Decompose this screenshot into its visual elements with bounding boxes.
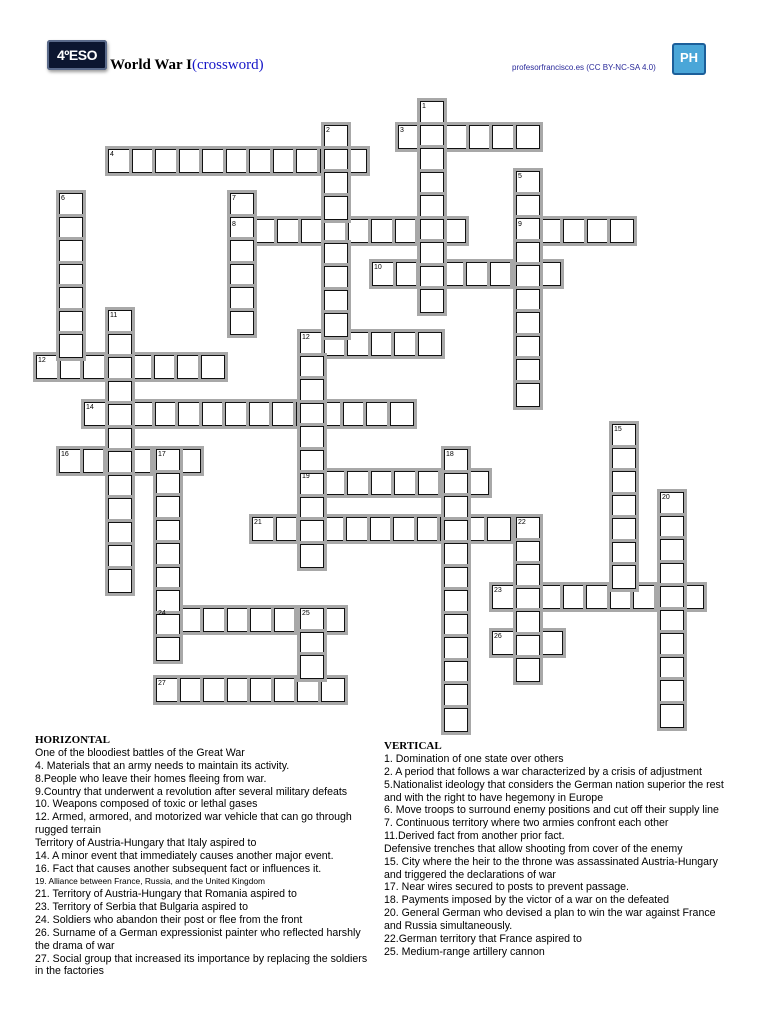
grid-cell[interactable] xyxy=(130,355,154,379)
grid-cell[interactable] xyxy=(155,402,179,426)
grid-cell[interactable] xyxy=(444,614,468,638)
grid-cell[interactable] xyxy=(563,585,587,609)
clue-number-across: 27 xyxy=(158,680,166,687)
grid-cell[interactable] xyxy=(324,290,348,314)
clue-across: 24. Soldiers who abandon their post or flee from the front xyxy=(35,913,303,926)
grid-cell[interactable] xyxy=(230,240,254,264)
grid-cell[interactable] xyxy=(516,312,540,336)
grid-cell[interactable] xyxy=(108,545,132,569)
grid-cell[interactable] xyxy=(108,522,132,546)
grid-cell[interactable] xyxy=(108,381,132,405)
grid-cell[interactable] xyxy=(633,585,657,609)
clue-number-across: 24 xyxy=(158,610,166,617)
grid-cell[interactable] xyxy=(444,590,468,614)
grid-cell[interactable] xyxy=(156,473,180,497)
grid-cell[interactable] xyxy=(612,471,636,495)
grid-cell[interactable] xyxy=(300,632,324,656)
clue-down: 11.Derived fact from another prior fact. xyxy=(384,830,565,843)
grid-cell[interactable] xyxy=(442,219,466,243)
grid-cell[interactable] xyxy=(420,125,444,149)
grid-cell[interactable] xyxy=(516,541,540,565)
grid-cell[interactable] xyxy=(420,266,444,290)
grid-cell[interactable] xyxy=(420,242,444,266)
grid-cell[interactable] xyxy=(417,517,441,541)
grid-cell[interactable] xyxy=(487,517,511,541)
grid-cell[interactable] xyxy=(300,520,324,544)
grid-cell[interactable] xyxy=(156,614,180,638)
grid-cell[interactable] xyxy=(348,219,372,243)
clue-down: 5.Nationalist ideology that considers the German nation superior the rest and with the right to have hegemony in Europe xyxy=(384,778,724,804)
grid-cell[interactable] xyxy=(612,565,636,589)
grid-cell[interactable] xyxy=(443,262,467,286)
clue-across: 4. Materials that an army needs to maintain its activity. xyxy=(35,759,290,772)
clue-number-across: 16 xyxy=(61,451,69,458)
grid-cell[interactable] xyxy=(395,219,419,243)
grid-cell[interactable] xyxy=(272,402,296,426)
grid-cell[interactable] xyxy=(59,334,83,358)
grid-cell[interactable] xyxy=(300,379,324,403)
grid-cell[interactable] xyxy=(180,608,204,632)
grid-cell[interactable] xyxy=(276,517,300,541)
grid-cell[interactable] xyxy=(371,471,395,495)
grid-cell[interactable] xyxy=(444,496,468,520)
grid-cell[interactable] xyxy=(324,313,348,337)
grid-cell[interactable] xyxy=(394,471,418,495)
grid-cell[interactable] xyxy=(156,567,180,591)
grid-cell[interactable] xyxy=(516,242,540,266)
clue-number-across: 3 xyxy=(400,127,404,134)
grid-cell[interactable] xyxy=(420,219,444,243)
grid-cell[interactable] xyxy=(324,149,348,173)
grid-cell[interactable] xyxy=(586,585,610,609)
grid-cell[interactable] xyxy=(321,678,345,702)
clue-number-down: 2 xyxy=(326,127,330,134)
grid-cell[interactable] xyxy=(59,311,83,335)
grid-cell[interactable] xyxy=(254,219,278,243)
clue-down: 20. General German who devised a plan to win the war against France and Russia simultaneously. xyxy=(384,907,716,932)
grid-cell[interactable] xyxy=(323,517,347,541)
clue-down: Defensive trenches that allow shooting from cover of the enemy xyxy=(384,842,683,855)
site-credit[interactable]: profesorfrancisco.es (CC BY-NC-SA 4.0) xyxy=(512,63,656,72)
clue-number-down: 6 xyxy=(61,195,65,202)
grid-cell[interactable] xyxy=(444,661,468,685)
grid-cell[interactable] xyxy=(469,125,493,149)
grid-cell[interactable] xyxy=(230,311,254,335)
grid-cell[interactable] xyxy=(273,149,297,173)
grid-cell[interactable] xyxy=(516,289,540,313)
grid-cell[interactable] xyxy=(177,355,201,379)
grid-cell[interactable] xyxy=(660,610,684,634)
grid-cell[interactable] xyxy=(444,684,468,708)
clue-down: 22.German territory that France aspired to xyxy=(384,932,582,945)
clue-number-across: 10 xyxy=(374,264,382,271)
grid-cell[interactable] xyxy=(612,448,636,472)
grid-cell[interactable] xyxy=(516,265,540,289)
grid-cell[interactable] xyxy=(301,219,325,243)
grid-cell[interactable] xyxy=(203,678,227,702)
grid-cell[interactable] xyxy=(612,542,636,566)
grid-cell[interactable] xyxy=(60,355,84,379)
clue-number-down: 20 xyxy=(662,494,670,501)
clue-across: 19. Alliance between France, Russia, and the United Kingdom xyxy=(35,876,265,887)
grid-cell[interactable] xyxy=(249,149,273,173)
grid-cell[interactable] xyxy=(587,219,611,243)
ph-logo: PH xyxy=(672,43,706,75)
grid-cell[interactable] xyxy=(516,383,540,407)
grid-cell[interactable] xyxy=(324,266,348,290)
grid-cell[interactable] xyxy=(59,264,83,288)
grid-cell[interactable] xyxy=(418,471,442,495)
grid-cell[interactable] xyxy=(539,631,563,655)
clue-down: 18. Payments imposed by the victor of a war on the defeated xyxy=(384,894,670,907)
grid-cell[interactable] xyxy=(250,678,274,702)
grid-cell[interactable] xyxy=(230,264,254,288)
grid-cell[interactable] xyxy=(516,125,540,149)
grid-cell[interactable] xyxy=(201,355,225,379)
grid-cell[interactable] xyxy=(444,637,468,661)
grid-cell[interactable] xyxy=(537,262,561,286)
clue-number-across: 19 xyxy=(302,473,310,480)
grid-cell[interactable] xyxy=(346,517,370,541)
clue-across: 9.Country that underwent a revolution after several military defeats xyxy=(35,785,348,798)
grid-cell[interactable] xyxy=(516,611,540,635)
clue-down: 6. Move troops to surround enemy positions and cut off their supply line xyxy=(384,804,719,817)
grid-cell[interactable] xyxy=(321,608,345,632)
grid-cell[interactable] xyxy=(539,585,563,609)
grid-cell[interactable] xyxy=(444,543,468,567)
grid-cell[interactable] xyxy=(108,357,132,381)
clue-number-across: 9 xyxy=(518,221,522,228)
vertical-heading: VERTICAL xyxy=(384,740,442,752)
clue-number-across: 12 xyxy=(38,357,46,364)
clue-number-down: 11 xyxy=(110,312,118,319)
grid-cell[interactable] xyxy=(420,195,444,219)
clue-number-down: 25 xyxy=(302,610,310,617)
grid-cell[interactable] xyxy=(227,608,251,632)
grid-cell[interactable] xyxy=(277,219,301,243)
grid-cell[interactable] xyxy=(516,658,540,682)
clue-number-across: 14 xyxy=(86,404,94,411)
grid-cell[interactable] xyxy=(59,240,83,264)
grid-cell[interactable] xyxy=(444,473,468,497)
grid-cell[interactable] xyxy=(108,475,132,499)
grid-cell[interactable] xyxy=(490,262,514,286)
grid-cell[interactable] xyxy=(300,544,324,568)
grid-cell[interactable] xyxy=(324,219,348,243)
grid-cell[interactable] xyxy=(371,332,395,356)
grid-cell[interactable] xyxy=(226,149,250,173)
grid-cell[interactable] xyxy=(660,516,684,540)
grid-cell[interactable] xyxy=(230,287,254,311)
grid-cell[interactable] xyxy=(660,680,684,704)
grid-cell[interactable] xyxy=(516,635,540,659)
grid-cell[interactable] xyxy=(612,518,636,542)
grid-cell[interactable] xyxy=(225,402,249,426)
clue-down: 7. Continuous territory where two armies confront each other xyxy=(384,817,669,830)
grid-cell[interactable] xyxy=(660,563,684,587)
grid-cell[interactable] xyxy=(202,402,226,426)
clue-down: 1. Domination of one state over others xyxy=(384,753,564,765)
grid-cell[interactable] xyxy=(249,402,273,426)
grid-cell[interactable] xyxy=(393,517,417,541)
grid-cell[interactable] xyxy=(516,336,540,360)
clue-number-down: 7 xyxy=(232,195,236,202)
grid-cell[interactable] xyxy=(492,125,516,149)
clue-across: 8.People who leave their homes fleeing from war. xyxy=(35,772,267,785)
grid-cell[interactable] xyxy=(156,496,180,520)
grid-cell[interactable] xyxy=(324,196,348,220)
grid-cell[interactable] xyxy=(156,520,180,544)
grid-cell[interactable] xyxy=(130,449,154,473)
grid-cell[interactable] xyxy=(155,149,179,173)
clue-number-across: 4 xyxy=(110,151,114,158)
grid-cell[interactable] xyxy=(660,633,684,657)
title-text: World War I xyxy=(110,57,192,73)
grid-cell[interactable] xyxy=(108,451,132,475)
grid-cell[interactable] xyxy=(300,356,324,380)
grid-cell[interactable] xyxy=(516,195,540,219)
grid-cell[interactable] xyxy=(612,495,636,519)
grid-cell[interactable] xyxy=(420,148,444,172)
grid-cell[interactable] xyxy=(420,289,444,313)
grid-cell[interactable] xyxy=(274,608,298,632)
clue-number-across: 26 xyxy=(494,633,502,640)
crossword-link[interactable]: (crossword) xyxy=(191,57,264,73)
grid-cell[interactable] xyxy=(83,355,107,379)
grid-cell[interactable] xyxy=(83,449,107,473)
grid-cell[interactable] xyxy=(203,608,227,632)
grid-cell[interactable] xyxy=(156,543,180,567)
grid-cell[interactable] xyxy=(59,217,83,241)
clues-horizontal xyxy=(35,734,370,978)
clue-down: 15. City where the heir to the throne was assassinated Austria-Hungary and triggered the declarations of war xyxy=(384,855,718,881)
grid-cell[interactable] xyxy=(131,402,155,426)
grid-cell[interactable] xyxy=(563,219,587,243)
grid-cell[interactable] xyxy=(371,219,395,243)
clue-number-across: 12 xyxy=(302,334,310,341)
grid-cell[interactable] xyxy=(516,588,540,612)
grid-cell[interactable] xyxy=(180,678,204,702)
grid-cell[interactable] xyxy=(370,517,394,541)
grid-cell[interactable] xyxy=(445,125,469,149)
course-badge: 4ºESO xyxy=(47,40,107,70)
grid-cell[interactable] xyxy=(420,172,444,196)
grid-cell[interactable] xyxy=(660,657,684,681)
clue-number-down: 18 xyxy=(446,451,454,458)
clue-number-down: 5 xyxy=(518,173,522,180)
grid-cell[interactable] xyxy=(396,262,420,286)
grid-cell[interactable] xyxy=(177,449,201,473)
clue-number-down: 17 xyxy=(158,451,166,458)
clue-across: 16. Fact that causes another subsequent fact or influences it. xyxy=(35,862,322,875)
grid-cell[interactable] xyxy=(300,655,324,679)
grid-cell[interactable] xyxy=(300,450,324,474)
clue-across: 10. Weapons composed of toxic or lethal gases xyxy=(35,798,258,811)
clue-down: 17. Near wires secured to posts to prevent passage. xyxy=(384,881,629,894)
clue-across: 27. Social group that increased its importance by replacing the soldiers in the factories xyxy=(35,952,368,978)
grid-cell[interactable] xyxy=(300,497,324,521)
grid-cell[interactable] xyxy=(154,355,178,379)
grid-cell[interactable] xyxy=(660,704,684,728)
grid-cell[interactable] xyxy=(324,243,348,267)
grid-cell[interactable] xyxy=(202,149,226,173)
clue-number-down: 15 xyxy=(614,426,622,433)
grid-cell[interactable] xyxy=(59,287,83,311)
grid-cell[interactable] xyxy=(610,219,634,243)
clue-across: 14. A minor event that immediately causes another major event. xyxy=(35,849,334,862)
grid-cell[interactable] xyxy=(444,520,468,544)
grid-cell[interactable] xyxy=(516,359,540,383)
grid-cell[interactable] xyxy=(465,471,489,495)
grid-cell[interactable] xyxy=(156,637,180,661)
grid-cell[interactable] xyxy=(324,471,348,495)
grid-cell[interactable] xyxy=(516,564,540,588)
grid-cell[interactable] xyxy=(297,678,321,702)
grid-cell[interactable] xyxy=(540,219,564,243)
grid-cell[interactable] xyxy=(300,426,324,450)
grid-cell[interactable] xyxy=(390,402,414,426)
grid-cell[interactable] xyxy=(108,334,132,358)
grid-cell[interactable] xyxy=(108,404,132,428)
grid-cell[interactable] xyxy=(444,567,468,591)
clue-across: 23. Territory of Serbia that Bulgaria aspired to xyxy=(35,901,248,914)
grid-cell[interactable] xyxy=(660,586,684,610)
grid-cell[interactable] xyxy=(132,149,156,173)
clue-across: 21. Territory of Austria-Hungary that Romania aspired to xyxy=(35,888,297,901)
grid-cell[interactable] xyxy=(324,172,348,196)
grid-cell[interactable] xyxy=(466,262,490,286)
clues-vertical xyxy=(384,740,724,959)
grid-cell[interactable] xyxy=(108,498,132,522)
grid-cell[interactable] xyxy=(108,428,132,452)
grid-cell[interactable] xyxy=(418,332,442,356)
clue-number-across: 8 xyxy=(232,221,236,228)
grid-cell[interactable] xyxy=(300,403,324,427)
clue-across: One of the bloodiest battles of the Great War xyxy=(35,747,245,759)
clue-across: 12. Armed, armored, and motorized war vehicle that can go through rugged terrain xyxy=(35,811,352,837)
clue-across: Territory of Austria-Hungary that Italy aspired to xyxy=(35,836,257,849)
grid-cell[interactable] xyxy=(343,402,367,426)
grid-cell[interactable] xyxy=(296,149,320,173)
grid-cell[interactable] xyxy=(274,678,298,702)
grid-cell[interactable] xyxy=(366,402,390,426)
horizontal-heading: HORIZONTAL xyxy=(35,734,110,746)
grid-cell[interactable] xyxy=(108,569,132,593)
clue-across: 26. Surname of a German expressionist painter who reflected harshly the drama of war xyxy=(35,926,361,952)
grid-cell[interactable] xyxy=(347,471,371,495)
grid-cell[interactable] xyxy=(444,708,468,732)
grid-cell[interactable] xyxy=(347,332,371,356)
grid-cell[interactable] xyxy=(250,608,274,632)
grid-cell[interactable] xyxy=(394,332,418,356)
grid-cell[interactable] xyxy=(179,149,203,173)
clue-number-across: 23 xyxy=(494,587,502,594)
grid-cell[interactable] xyxy=(227,678,251,702)
grid-cell[interactable] xyxy=(660,539,684,563)
clue-number-down: 1 xyxy=(422,103,426,110)
clue-number-down: 22 xyxy=(518,519,526,526)
grid-cell[interactable] xyxy=(178,402,202,426)
clue-down: 25. Medium-range artillery cannon xyxy=(384,945,545,958)
clue-number-across: 21 xyxy=(254,519,262,526)
clue-down: 2. A period that follows a war characterized by a crisis of adjustment xyxy=(384,765,702,778)
